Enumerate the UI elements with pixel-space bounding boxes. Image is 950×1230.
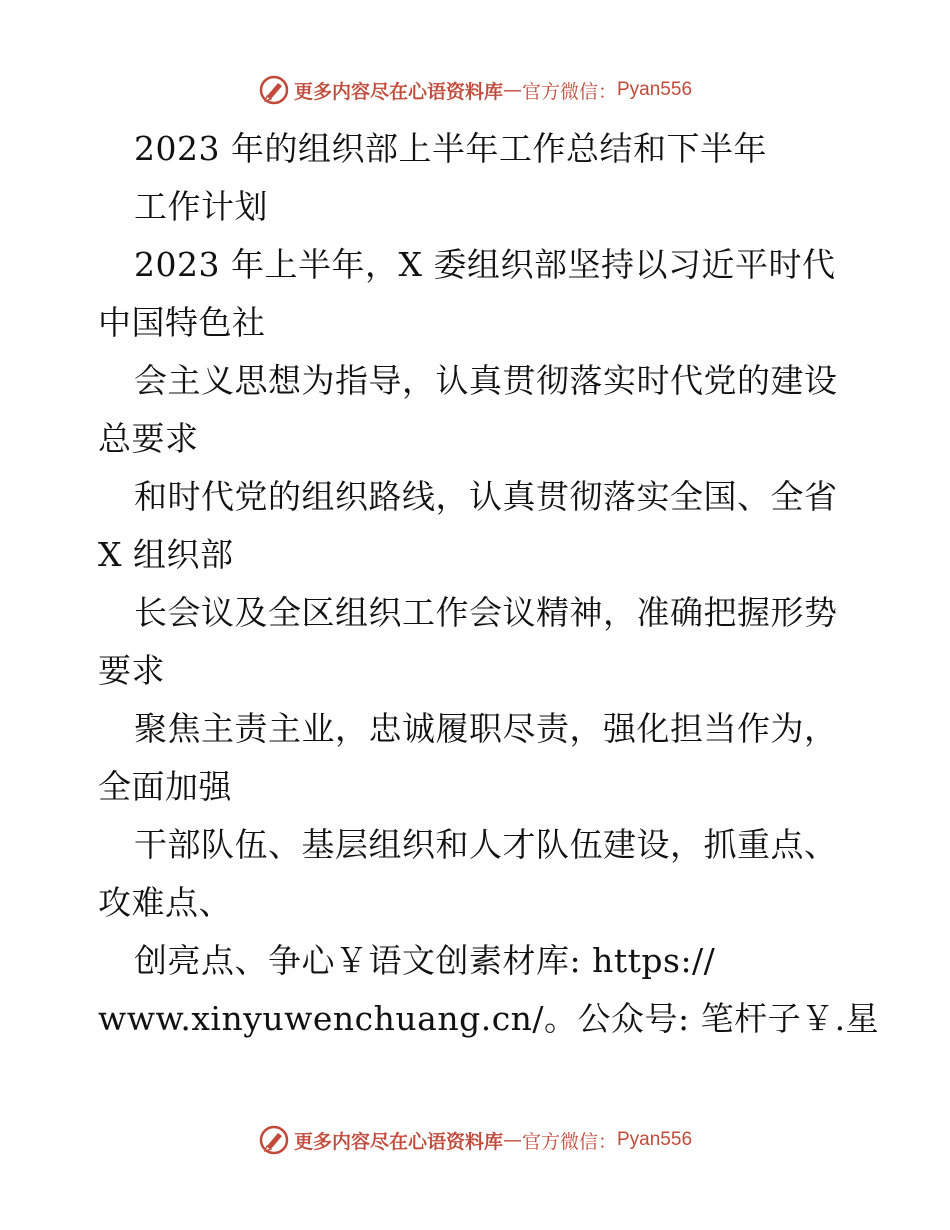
banner-slogan: 更多内容尽在心语资料库 xyxy=(293,1130,503,1153)
paragraph-line: 会主义思想为指导，认真贯彻落实时代党的建设 xyxy=(134,361,838,400)
banner-slogan: 更多内容尽在心语资料库 xyxy=(293,80,503,103)
document-body xyxy=(98,120,888,1048)
paragraph-line: 全面加强 xyxy=(98,767,232,806)
header-banner xyxy=(0,70,950,110)
paragraph-line: 干部队伍、基层组织和人才队伍建设，抓重点、 xyxy=(134,825,838,864)
paragraph-line: 攻难点、 xyxy=(98,883,232,922)
paragraph-line: X 组织部 xyxy=(98,535,234,574)
pen-logo-icon xyxy=(258,1124,290,1156)
banner-wechat-id: Pyan556 xyxy=(617,1129,693,1150)
paragraph-line: 中国特色社 xyxy=(98,303,266,342)
paragraph-line: 聚焦主责主业，忠诚履职尽责，强化担当作为， xyxy=(134,709,838,748)
title-line-1: 2023 年的组织部上半年工作总结和下半年 xyxy=(134,129,767,168)
paragraph-line: 要求 xyxy=(98,651,165,690)
banner-separator: — xyxy=(502,1129,522,1151)
banner-wechat-id: Pyan556 xyxy=(617,79,693,100)
banner-wechat-label: 官方微信： xyxy=(521,1130,617,1153)
paragraph-line: 长会议及全区组织工作会议精神，准确把握形势 xyxy=(134,593,838,632)
paragraph-line: 和时代党的组织路线，认真贯彻落实全国、全省 xyxy=(134,477,838,516)
title-line-2: 工作计划 xyxy=(134,187,268,226)
footer-banner xyxy=(0,1120,950,1160)
paragraph-line: www.xinyuwenchuang.cn/。公众号: 笔杆子￥.星 xyxy=(98,999,880,1038)
banner-separator: — xyxy=(502,79,522,101)
pen-logo-icon xyxy=(258,74,290,106)
paragraph-line: 创亮点、争心￥语文创素材库: https:// xyxy=(134,941,716,980)
paragraph-line: 2023 年上半年，X 委组织部坚持以习近平时代 xyxy=(134,245,836,284)
banner-wechat-label: 官方微信： xyxy=(521,80,617,103)
paragraph-line: 总要求 xyxy=(98,419,199,458)
